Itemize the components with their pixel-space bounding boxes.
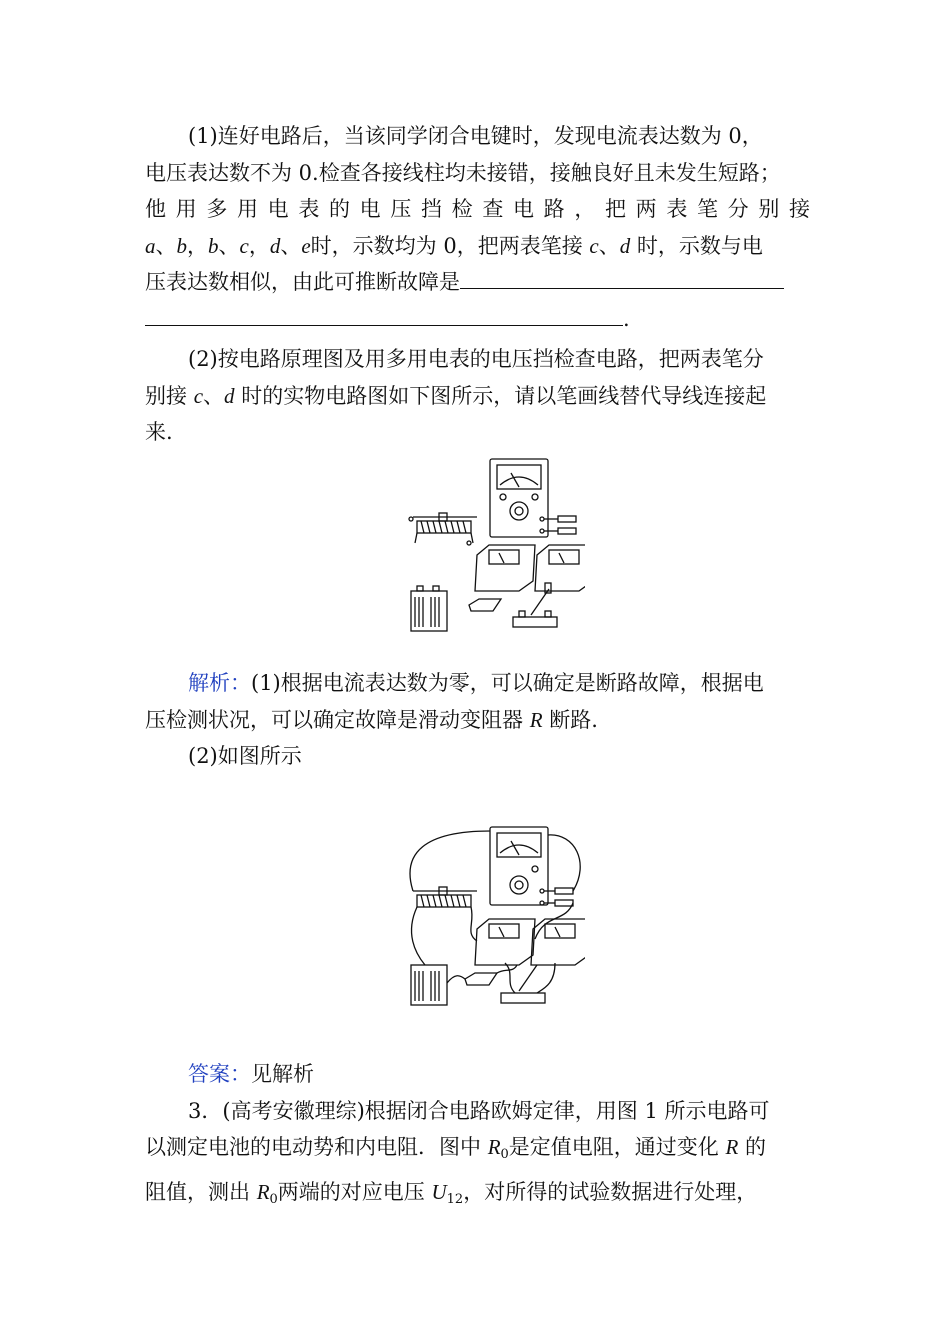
text: 根据闭合电路欧姆定律，用图 1 所示电路可 bbox=[364, 1098, 770, 1123]
circuit-equipment-figure bbox=[405, 455, 585, 637]
text: 别接 bbox=[145, 383, 194, 408]
q2-p2-line3: 来. bbox=[145, 420, 173, 444]
q3-source: (高考安徽理综) bbox=[222, 1098, 365, 1123]
answer-blank-1[interactable] bbox=[460, 266, 784, 289]
text: 时，示数与电 bbox=[630, 233, 763, 258]
var-b: b bbox=[176, 233, 187, 258]
period: . bbox=[623, 306, 630, 331]
punct: 、 bbox=[280, 233, 302, 258]
punct: 、 bbox=[203, 383, 225, 408]
ammeter bbox=[535, 545, 585, 591]
var-r: R bbox=[725, 1135, 739, 1159]
var-d2: d bbox=[619, 233, 631, 258]
solution-label: 解析： bbox=[188, 671, 251, 695]
text: 断路. bbox=[542, 707, 598, 732]
punct: ， bbox=[187, 233, 208, 258]
text: 压检测状况，可以确定故障是滑动变阻器 bbox=[145, 707, 530, 732]
switch-base bbox=[513, 617, 557, 627]
solution-section bbox=[145, 665, 810, 775]
battery bbox=[411, 591, 447, 631]
var-c3: c bbox=[193, 383, 204, 408]
text: 时的实物电路图如下图所示，请以笔画线替代导线连接起 bbox=[234, 383, 767, 408]
answer-text: 见解析 bbox=[251, 1062, 314, 1086]
var-d3: d bbox=[224, 383, 235, 408]
text: 时，示数均为 0，把两表笔接 bbox=[310, 233, 590, 258]
q2-p1-line1: (1)连好电路后，当该同学闭合电键时，发现电流表达数为 0， bbox=[188, 124, 763, 148]
answer-and-q3 bbox=[145, 1056, 810, 1218]
subscript: 0 bbox=[500, 1147, 509, 1162]
var-b2: b bbox=[208, 233, 219, 258]
subscript: 12 bbox=[446, 1191, 464, 1207]
fixed-resistor bbox=[469, 599, 501, 611]
text: (1)根据电流表达数为零，可以确定是断路故障，根据电 bbox=[251, 671, 764, 695]
answer-line bbox=[145, 1056, 810, 1093]
q3-line2 bbox=[145, 1129, 810, 1174]
var-c: c bbox=[239, 233, 249, 258]
wired-circuit-figure bbox=[405, 823, 585, 1013]
q2-p1-line5 bbox=[145, 264, 810, 301]
var-e: e bbox=[301, 233, 311, 258]
punct: 、 bbox=[155, 233, 177, 258]
q3-number: 3． bbox=[188, 1098, 223, 1123]
q2-p1-line4 bbox=[145, 228, 810, 265]
text: 以测定电池的电动势和内电阻．图中 bbox=[145, 1135, 488, 1159]
var-d: d bbox=[269, 233, 281, 258]
voltmeter bbox=[475, 545, 535, 591]
document-page bbox=[145, 118, 810, 451]
text: 是定值电阻，通过变化 bbox=[508, 1135, 726, 1159]
punct: 、 bbox=[598, 233, 620, 258]
q2-p1-line3: 他用多用电表的电压挡检查电路，把两表笔分别接 bbox=[145, 197, 810, 221]
var-r: R bbox=[529, 707, 543, 732]
multimeter-body bbox=[490, 459, 548, 537]
var-r0: R bbox=[487, 1135, 501, 1159]
solution-line3: (2)如图所示 bbox=[188, 744, 302, 768]
text: 阻值，测出 bbox=[145, 1179, 257, 1204]
answer-label: 答案： bbox=[188, 1062, 251, 1086]
var-a: a bbox=[145, 233, 156, 258]
var-c2: c bbox=[589, 233, 599, 258]
subscript: 0 bbox=[269, 1191, 278, 1207]
q3-line1 bbox=[145, 1093, 810, 1130]
punct: 、 bbox=[218, 233, 240, 258]
var-u: U bbox=[431, 1179, 447, 1204]
text: 压表达数相似，由此可推断故障是 bbox=[145, 270, 460, 294]
text: ，对所得的试验数据进行处理， bbox=[463, 1179, 758, 1204]
punct: ， bbox=[248, 233, 270, 258]
var-r0: R bbox=[256, 1179, 270, 1204]
q3-line3 bbox=[145, 1174, 810, 1219]
answer-blank-2[interactable] bbox=[145, 303, 623, 326]
q2-p1-line6 bbox=[145, 301, 810, 338]
text: 的 bbox=[738, 1135, 766, 1159]
text: 两端的对应电压 bbox=[277, 1179, 432, 1204]
q2-p2-line1: (2)按电路原理图及用多用电表的电压挡检查电路，把两表笔分 bbox=[188, 347, 764, 371]
q2-p1-line2: 电压表达数不为 0.检查各接线柱均未接错，接触良好且未发生短路； bbox=[145, 160, 781, 185]
solution-line1 bbox=[145, 665, 810, 702]
solution-line2 bbox=[145, 702, 810, 739]
q2-p2-line2 bbox=[145, 378, 810, 415]
